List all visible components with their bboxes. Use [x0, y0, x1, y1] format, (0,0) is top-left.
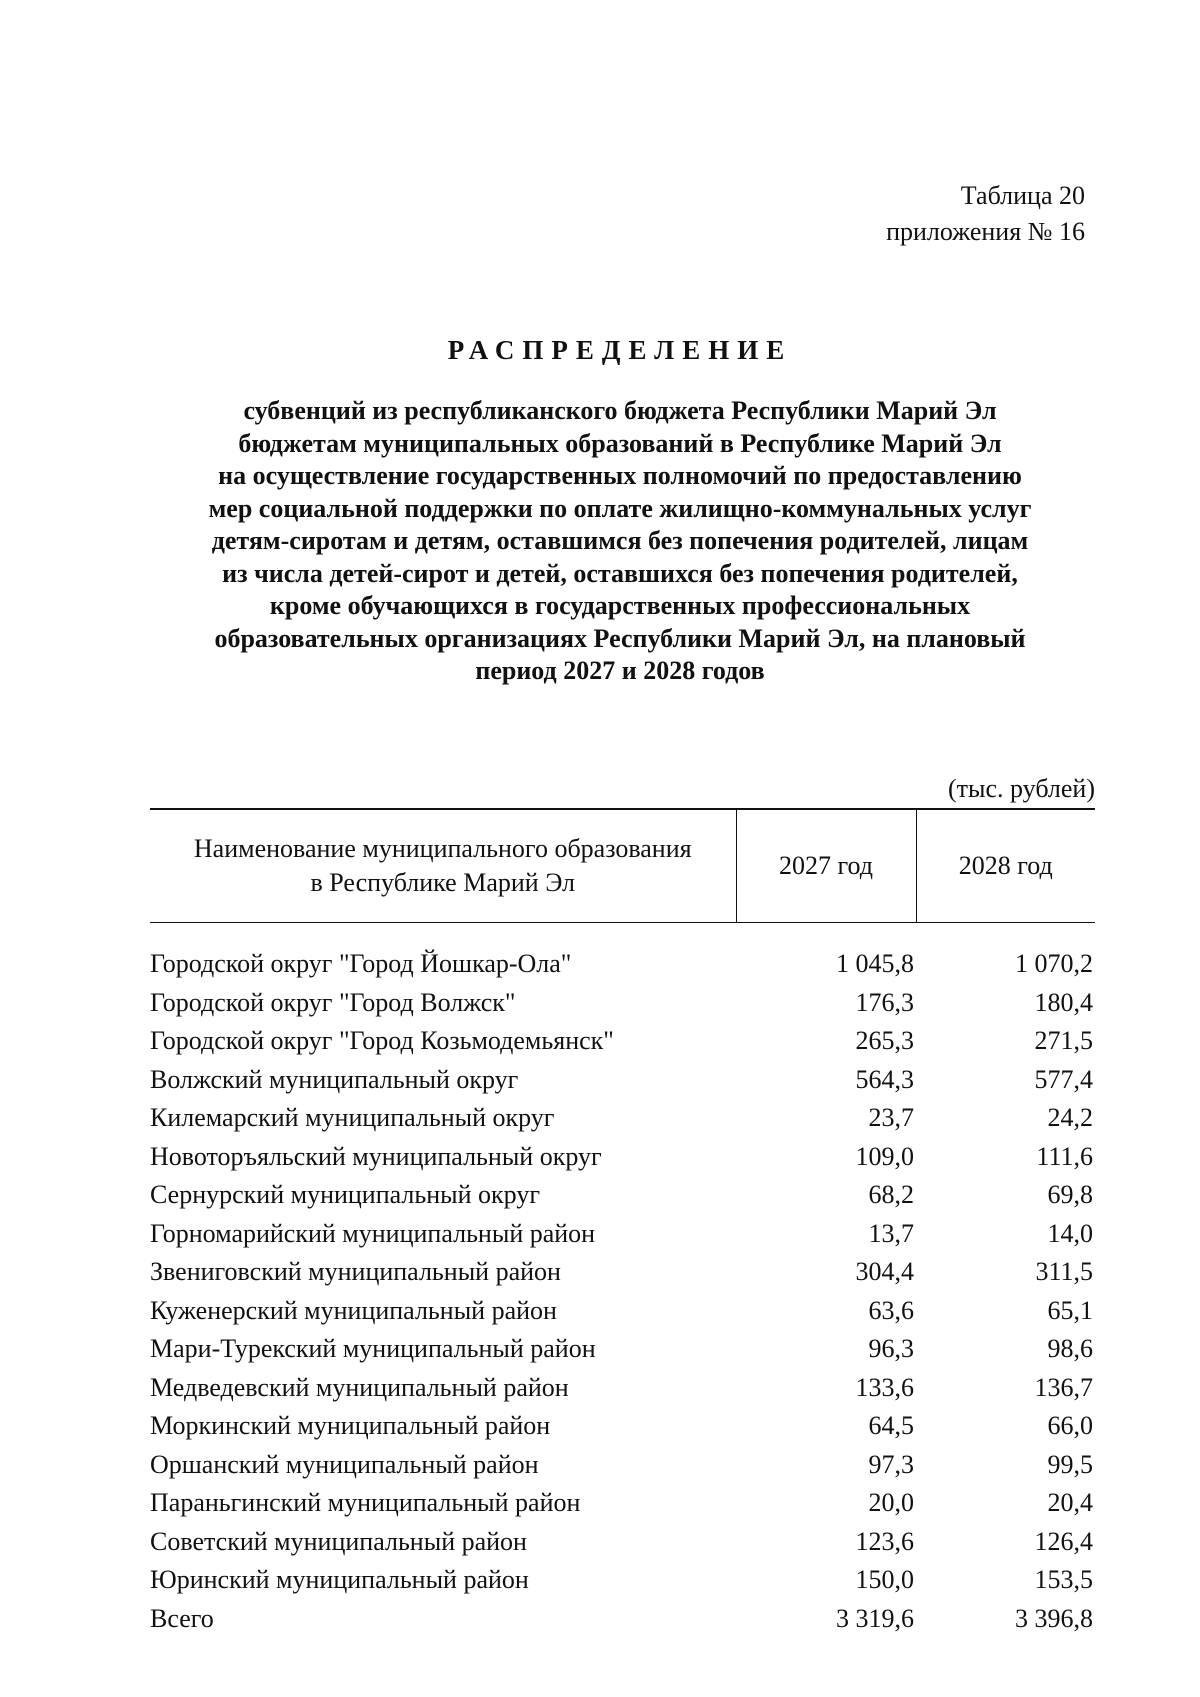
header-2027: 2027 год: [736, 809, 916, 923]
table-row: [150, 1523, 1095, 1562]
table-row: [150, 1292, 1095, 1331]
table-row: [150, 1176, 1095, 1215]
value-2027: 63,6: [868, 1295, 914, 1325]
value-2028: 271,5: [1034, 1026, 1093, 1055]
municipality-name: Оршанский муниципальный район: [150, 1449, 539, 1479]
municipality-name: Килемарский муниципальный округ: [150, 1103, 555, 1132]
municipality-name: Новоторъяльский муниципальный округ: [150, 1141, 602, 1171]
municipality-name: Медведевский муниципальный район: [150, 1372, 569, 1402]
municipality-name: Всего: [150, 1603, 214, 1633]
value-2028: 126,4: [1034, 1526, 1093, 1556]
table-row: [150, 923, 1095, 984]
total-row: [150, 1600, 1095, 1639]
value-2027: 97,3: [868, 1449, 914, 1479]
value-2028: 24,2: [1047, 1103, 1093, 1132]
value-2027: 133,6: [855, 1372, 914, 1402]
units-note: (тыс. рублей): [947, 774, 1095, 803]
value-2028: 3 396,8: [1015, 1603, 1093, 1633]
value-2028: 99,5: [1047, 1449, 1093, 1479]
municipality-name: Сернурский муниципальный округ: [150, 1180, 540, 1209]
value-2028: 65,1: [1047, 1295, 1093, 1325]
value-2028: 111,6: [1036, 1141, 1093, 1171]
subtitle-line: мер социальной поддержки по оплате жилищно-коммунальных услуг: [208, 493, 1032, 523]
distribution-table: [150, 808, 1095, 1638]
value-2027: 304,4: [855, 1257, 914, 1286]
table-row: [150, 1215, 1095, 1254]
subtitle-line: из числа детей-сирот и детей, оставшихся без попечения родителей,: [222, 558, 1018, 588]
header-municipality-line1: Наименование муниципального образования: [193, 834, 692, 863]
subtitle-line: кроме обучающихся в государственных профессиональных: [269, 591, 971, 620]
value-2028: 20,4: [1047, 1488, 1093, 1517]
subtitle-line: субвенций из республиканского бюджета Республики Марий Эл: [243, 396, 997, 425]
value-2027: 3 319,6: [836, 1603, 914, 1633]
value-2028: 69,8: [1047, 1180, 1093, 1209]
table-row: [150, 1561, 1095, 1600]
municipality-name: Юринский муниципальный район: [150, 1565, 529, 1594]
table-row: [150, 1484, 1095, 1523]
table-row: [150, 984, 1095, 1023]
table-row: [150, 1407, 1095, 1446]
table-row: [150, 1446, 1095, 1485]
municipality-name: Мари-Турекский муниципальный район: [150, 1334, 596, 1363]
table-header-row: [150, 809, 1095, 923]
municipality-name: Городской округ "Город Волжск": [150, 987, 516, 1017]
subtitle-line: образовательных организациях Республики Марий Эл, на плановый: [214, 623, 1026, 653]
table-row: [150, 1099, 1095, 1138]
municipality-name: Волжский муниципальный округ: [150, 1064, 519, 1094]
municipality-name: Советский муниципальный район: [150, 1526, 527, 1556]
value-2027: 23,7: [868, 1103, 914, 1132]
table-row: [150, 1022, 1095, 1061]
value-2028: 1 070,2: [1015, 949, 1093, 978]
value-2027: 150,0: [855, 1565, 914, 1594]
value-2027: 64,5: [868, 1411, 914, 1440]
value-2028: 98,6: [1047, 1334, 1093, 1363]
table-row: [150, 1369, 1095, 1408]
header-municipality: [150, 809, 736, 923]
subtitle-line: на осуществление государственных полномочий по предоставлению: [218, 461, 1022, 490]
header-municipality-line2: в Республике Марий Эл: [310, 868, 575, 897]
value-2027: 265,3: [855, 1026, 914, 1055]
municipality-name: Горномарийский муниципальный район: [150, 1218, 596, 1248]
document-heading: РАСПРЕДЕЛЕНИЕ: [447, 335, 793, 365]
value-2027: 96,3: [868, 1334, 914, 1363]
municipality-name: Куженерский муниципальный район: [150, 1295, 557, 1325]
table-reference: [886, 178, 1085, 250]
table-number: Таблица 20: [960, 181, 1085, 210]
value-2027: 564,3: [855, 1064, 914, 1094]
table-row: [150, 1330, 1095, 1369]
value-2027: 20,0: [868, 1488, 914, 1517]
header-2028: 2028 год: [916, 809, 1095, 923]
value-2028: 136,7: [1034, 1372, 1093, 1402]
table-row: [150, 1061, 1095, 1100]
value-2028: 14,0: [1047, 1218, 1093, 1248]
table-row: [150, 1253, 1095, 1292]
value-2027: 68,2: [868, 1180, 914, 1209]
value-2027: 13,7: [868, 1218, 914, 1248]
municipality-name: Городской округ "Город Козьмодемьянск": [150, 1026, 614, 1055]
table-row: [150, 1138, 1095, 1177]
appendix-number: приложения № 16: [886, 217, 1085, 246]
municipality-name: Звениговский муниципальный район: [150, 1257, 561, 1286]
value-2027: 109,0: [855, 1141, 914, 1171]
value-2028: 311,5: [1035, 1257, 1093, 1286]
value-2028: 153,5: [1034, 1565, 1093, 1594]
value-2027: 123,6: [855, 1526, 914, 1556]
value-2028: 66,0: [1047, 1411, 1093, 1440]
municipality-name: Параньгинский муниципальный район: [150, 1488, 581, 1517]
value-2028: 577,4: [1034, 1064, 1093, 1094]
value-2027: 1 045,8: [836, 949, 914, 978]
table-body: [150, 923, 1095, 1639]
municipality-name: Моркинский муниципальный район: [150, 1411, 551, 1440]
subtitle-line: период 2027 и 2028 годов: [475, 656, 765, 685]
subtitle-line: бюджетам муниципальных образований в Республике Марий Эл: [238, 428, 1002, 458]
document-subtitle: [0, 395, 1200, 688]
municipality-name: Городской округ "Город Йошкар-Ола": [150, 949, 572, 978]
value-2028: 180,4: [1034, 987, 1093, 1017]
subtitle-line: детям-сиротам и детям, оставшимся без попечения родителей, лицам: [211, 526, 1029, 555]
value-2027: 176,3: [855, 987, 914, 1017]
